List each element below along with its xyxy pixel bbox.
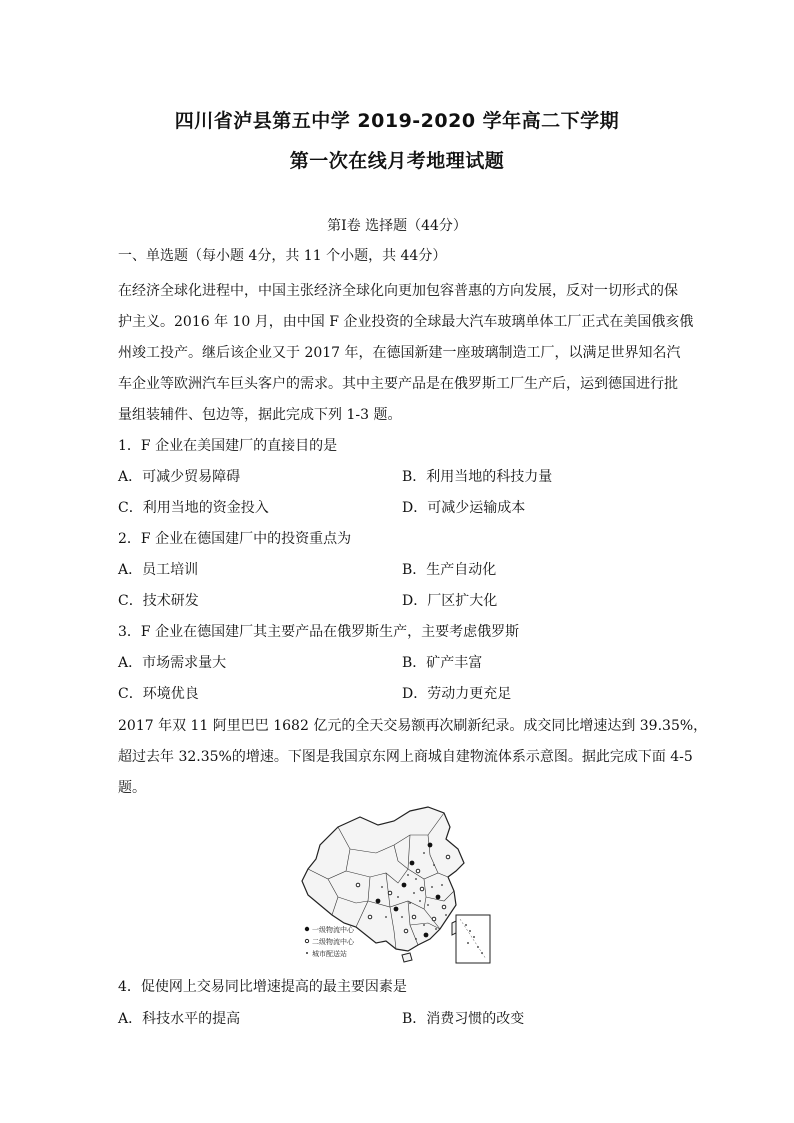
question-4-option-b: B．消费习惯的改变 xyxy=(402,1011,525,1027)
passage1-line: 在经济全球化进程中，中国主张经济全球化向更加包容普惠的方向发展，反对一切形式的保 xyxy=(118,283,678,299)
exam-title-line2: 第一次在线月考地理试题 xyxy=(289,150,505,172)
passage2-line: 题。 xyxy=(118,780,146,796)
passage1-line: 州竣工投产。继后该企业又于 2017 年，在德国新建一座玻璃制造工厂，以满足世界知名汽 xyxy=(118,345,681,361)
legend-station: 城市配送站 xyxy=(312,950,347,958)
passage1-line: 车企业等欧洲汽车巨头客户的需求。其中主要产品是在俄罗斯工厂生产后，运到德国进行批 xyxy=(118,376,678,392)
question-4-option-a: A．科技水平的提高 xyxy=(118,1011,241,1027)
taiwan-island xyxy=(452,921,456,935)
passage2-line: 2017 年双 11 阿里巴巴 1682 亿元的全天交易额再次刷新纪录。成交同比增速达到 39.35%， xyxy=(118,718,708,734)
question-2-stem: 2．F 企业在德国建厂中的投资重点为 xyxy=(118,531,352,547)
section-heading: 第Ⅰ卷 选择题（44分） xyxy=(327,218,467,234)
china-logistics-map xyxy=(298,805,493,967)
map-legend xyxy=(305,925,355,958)
legend-primary: 一级物流中心 xyxy=(312,926,354,934)
question-2-option-d: D．厂区扩大化 xyxy=(402,593,498,609)
passage2-line: 超过去年 32.35%的增速。下图是我国京东网上商城自建物流体系示意图。据此完成下面 4-5 xyxy=(118,749,693,765)
legend-secondary: 二级物流中心 xyxy=(312,938,354,946)
passage1-line: 量组装辅件、包边等，据此完成下列 1-3 题。 xyxy=(118,407,402,423)
question-1-option-a: A．可减少贸易障碍 xyxy=(118,469,241,485)
south-china-sea-inset xyxy=(456,915,490,963)
question-3-stem: 3．F 企业在德国建厂其主要产品在俄罗斯生产，主要考虑俄罗斯 xyxy=(118,624,520,640)
question-3-option-b: B．矿产丰富 xyxy=(402,655,483,671)
question-2-option-a: A．员工培训 xyxy=(118,562,199,578)
section-instruction: 一、单选题（每小题 4分，共 11 个小题，共 44分） xyxy=(118,248,447,264)
question-3-option-a: A．市场需求量大 xyxy=(118,655,227,671)
question-2-option-b: B．生产自动化 xyxy=(402,562,497,578)
question-1-stem: 1．F 企业在美国建厂的直接目的是 xyxy=(118,438,338,454)
question-3-option-c: C．环境优良 xyxy=(118,686,199,702)
question-1-option-d: D．可减少运输成本 xyxy=(402,500,526,516)
question-1-option-b: B．利用当地的科技力量 xyxy=(402,469,553,485)
passage1-line: 护主义。2016 年 10 月，由中国 F 企业投资的全球最大汽车玻璃单体工厂正式在美国俄亥俄 xyxy=(118,314,694,330)
question-1-option-c: C．利用当地的资金投入 xyxy=(118,500,269,516)
question-3-option-d: D．劳动力更充足 xyxy=(402,686,512,702)
exam-title-line1: 四川省泸县第五中学 2019-2020 学年高二下学期 xyxy=(174,110,620,132)
question-2-option-c: C．技术研发 xyxy=(118,593,199,609)
question-4-stem: 4．促使网上交易同比增速提高的最主要因素是 xyxy=(118,979,407,995)
hainan-island xyxy=(402,953,412,962)
